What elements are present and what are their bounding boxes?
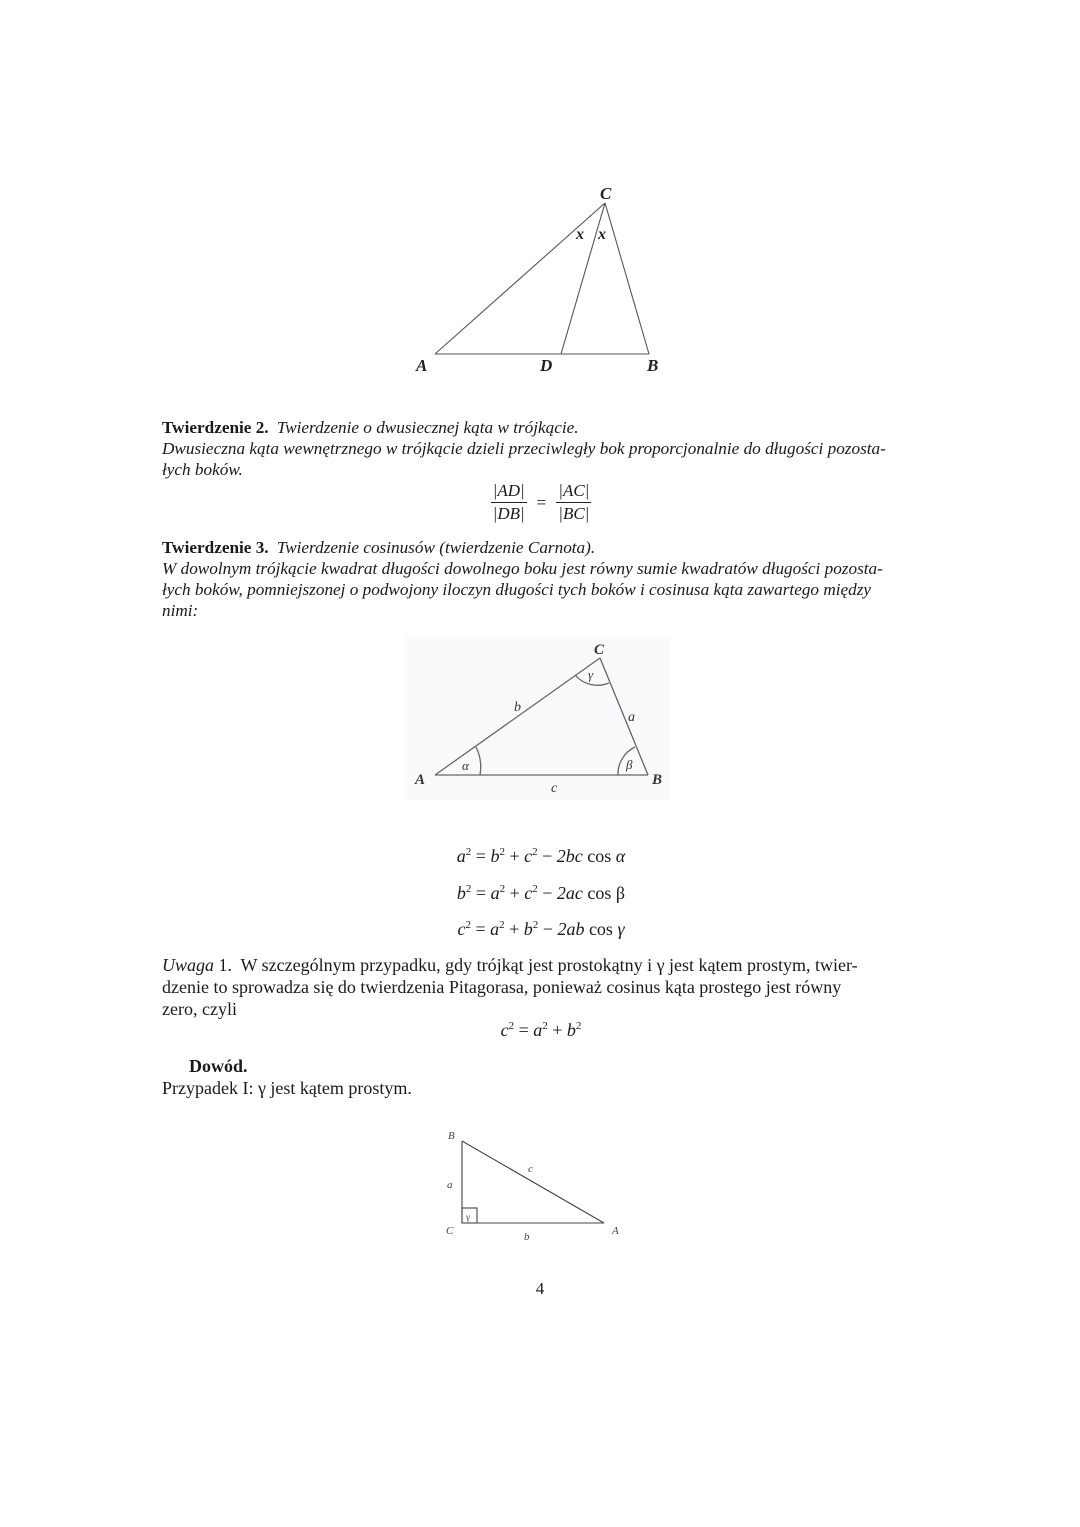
angle-symbol: α <box>615 846 626 866</box>
equals-sign: = <box>536 492 547 512</box>
angle-label-x-right: x <box>598 226 606 243</box>
formula-a-squared: $a^2 = b^2 + c^2 - 2bc$ cos α <box>456 846 626 866</box>
denominator-db: |DB| <box>492 504 525 523</box>
side-label-c: c <box>528 1163 533 1175</box>
theorem-3-body-line-3: nimi: <box>162 601 199 620</box>
exponent: 2 <box>532 883 538 895</box>
term: c <box>524 846 533 866</box>
figure-law-of-cosines <box>405 637 670 800</box>
angle-symbol: γ <box>617 919 625 939</box>
term: a <box>490 919 500 939</box>
term: c <box>524 883 533 903</box>
theorem-2-title: Twierdzenie o dwusiecznej kąta w trójkącie. <box>276 418 579 437</box>
page-number: 4 <box>535 1279 545 1298</box>
angle-arc-alpha <box>476 747 481 775</box>
exponent: 2 <box>575 1020 582 1032</box>
coefficient: 2ab <box>557 919 585 939</box>
proof-case-1: Przypadek I: γ jest kątem prostym. <box>162 1078 412 1098</box>
formula-lhs: c <box>500 1020 509 1040</box>
exponent: 2 <box>465 846 472 858</box>
theorem-3-heading <box>162 537 920 558</box>
theorem-2-heading <box>162 417 920 438</box>
remark-number: 1. <box>218 955 233 975</box>
term: a <box>533 1020 543 1040</box>
exponent: 2 <box>532 919 539 931</box>
theorem-3-body-line-1: W dowolnym trójkącie kwadrat długości dowolnego boku jest równy sumie kwadratów długości pozosta- <box>162 559 883 578</box>
theorem-2-body-line-1: Dwusieczna kąta wewnętrznego w trójkącie dzieli przeciwległy bok proporcjonalnie do długości pozosta- <box>162 439 886 458</box>
term: b <box>523 919 533 939</box>
theorem-3-body-line-2: łych boków, pomniejszonej o podwojony iloczyn długości tych boków i cosinusa kąta zawartego między <box>162 580 872 599</box>
vertex-label-c: C <box>594 642 605 658</box>
vertex-label-b: B <box>647 356 659 375</box>
theorem-3-title: Twierdzenie cosinusów (twierdzenie Carnota). <box>276 538 596 557</box>
numerator-ac: |AC| <box>556 481 591 503</box>
vertex-label-a: A <box>612 1225 619 1237</box>
figure-angle-bisector <box>400 175 690 380</box>
coefficient: 2ac <box>556 883 583 903</box>
exponent: 2 <box>499 883 506 895</box>
angle-label-gamma: γ <box>588 667 594 682</box>
vertex-label-c: C <box>600 184 612 203</box>
side-label-c: c <box>551 781 558 796</box>
term: a <box>490 883 500 903</box>
proof-heading: Dowód. <box>189 1056 248 1076</box>
exponent: 2 <box>499 919 505 931</box>
formula-b-squared: $b^2 = a^2 + c^2 - 2ac$ cos β <box>456 883 626 903</box>
denominator-bc: |BC| <box>558 504 590 523</box>
pythagorean-formula: $c^2 = a^2 + b^2$ <box>500 1020 582 1040</box>
exponent: 2 <box>465 883 472 895</box>
exponent: 2 <box>542 1020 548 1032</box>
vertex-label-c: C <box>446 1225 454 1237</box>
vertex-label-b: B <box>448 1130 455 1142</box>
remark-text-1: W szczególnym przypadku, gdy trójkąt jest prostokątny i γ jest kątem prostym, twier- <box>240 955 858 975</box>
angle-label-beta: β <box>626 757 633 772</box>
remark-line-1 <box>162 955 920 976</box>
exponent: 2 <box>499 846 505 858</box>
right-angle-label-gamma: γ <box>466 1212 470 1222</box>
formula-lhs: c <box>457 919 466 939</box>
side-bc <box>605 203 649 354</box>
exponent: 2 <box>532 846 538 858</box>
vertex-label-a: A <box>415 772 426 788</box>
formula-c-squared: $c^2 = a^2 + b^2 - 2ab$ cos γ <box>457 919 625 939</box>
angle-symbol: β <box>615 883 626 903</box>
theorem-2-formula <box>162 481 920 524</box>
theorem-2-label: Twierdzenie 2. <box>162 418 269 437</box>
side-c <box>462 1141 604 1223</box>
exponent: 2 <box>465 919 471 931</box>
term: b <box>490 846 500 866</box>
remark-line-3: zero, czyli <box>162 999 237 1019</box>
side-label-a: a <box>628 710 635 725</box>
numerator-ad: |AD| <box>491 481 527 503</box>
fraction-ac-bc <box>556 481 591 524</box>
theorem-3-label: Twierdzenie 3. <box>162 538 269 557</box>
cos-function: cos <box>587 883 612 903</box>
figure-right-triangle <box>430 1120 630 1250</box>
vertex-label-b: B <box>652 772 663 788</box>
exponent: 2 <box>508 1020 515 1032</box>
remark-line-2: dzenie to sprowadza się do twierdzenia Pitagorasa, ponieważ cosinus kąta prostego jest równy <box>162 977 842 997</box>
formula-lhs: a <box>456 846 466 866</box>
cos-function: cos <box>588 919 613 939</box>
side-label-b: b <box>524 1231 530 1243</box>
fraction-ad-db <box>491 481 527 524</box>
vertex-label-d: D <box>540 356 553 375</box>
term: b <box>566 1020 576 1040</box>
coefficient: 2bc <box>556 846 583 866</box>
vertex-label-a: A <box>416 356 428 375</box>
angle-label-x-left: x <box>576 226 584 243</box>
side-label-b: b <box>514 700 521 715</box>
angle-label-alpha: α <box>462 758 469 773</box>
theorem-2-body-line-2: łych boków. <box>162 460 243 479</box>
side-label-a: a <box>447 1179 453 1191</box>
cos-function: cos <box>587 846 612 866</box>
remark-label: Uwaga <box>162 955 215 975</box>
side-a <box>600 658 648 775</box>
formula-lhs: b <box>456 883 466 903</box>
